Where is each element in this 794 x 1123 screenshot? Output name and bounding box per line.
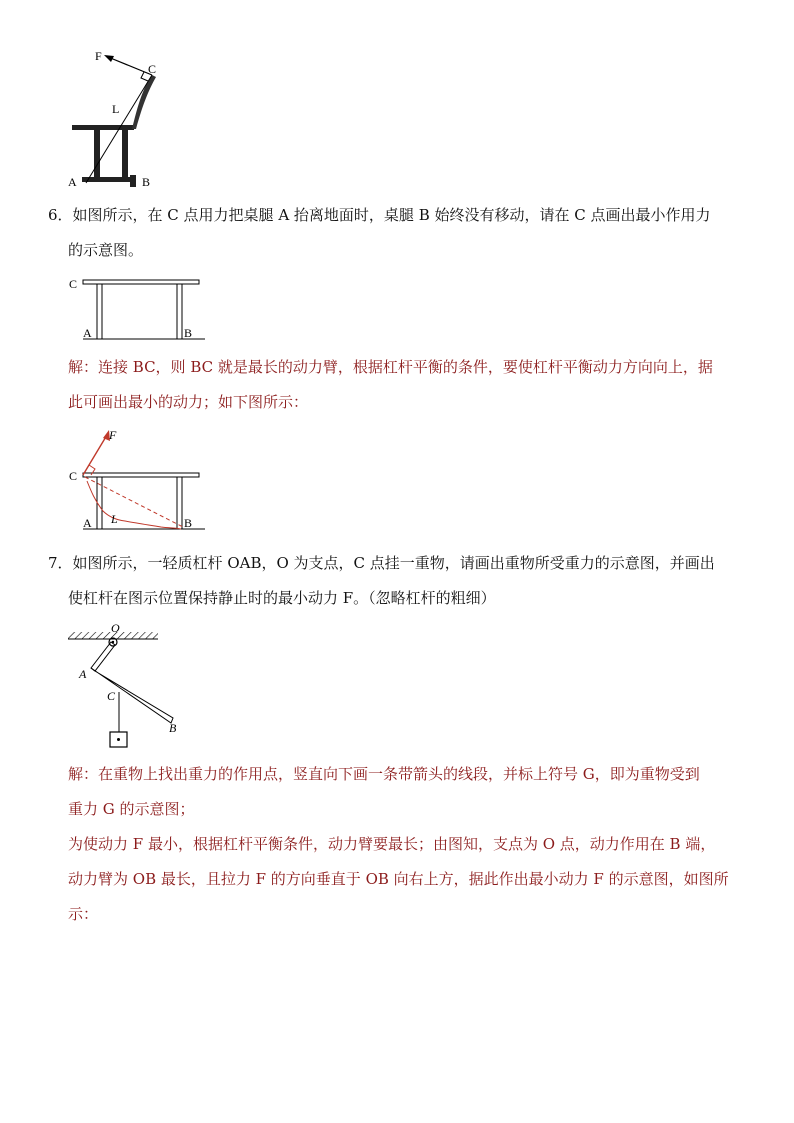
label-F: F <box>95 49 102 63</box>
q6-text-line-1: 6．如图所示，在 C 点用力把桌腿 A 抬离地面时，桌腿 B 始终没有移动，请在 C 点画出最小作用力 <box>48 206 711 224</box>
label-C: C <box>69 469 78 483</box>
label-C: C <box>69 277 78 291</box>
q7-answer-line-1: 解：在重物上找出重力的作用点，竖直向下画一条带箭头的线段，并标上符号 G，即为重物受到 <box>68 765 700 783</box>
label-B: B <box>184 326 193 340</box>
label-A: A <box>83 326 92 340</box>
q7-text-line-1: 7．如图所示，一轻质杠杆 OAB，O 为支点，C 点挂一重物，请画出重物所受重力的示意图，并画出 <box>48 554 715 572</box>
label-C: C <box>107 689 116 703</box>
label-L: L <box>111 512 118 526</box>
label-C: C <box>148 62 157 76</box>
q7-text-line-2: 使杠杆在图示位置保持静止时的最小动力 F。（忽略杠杆的粗细） <box>68 589 496 607</box>
label-B: B <box>142 175 151 189</box>
label-B: B <box>184 516 193 530</box>
q6-text-line-2: 的示意图。 <box>68 241 144 259</box>
lever-oab-figure <box>65 620 175 750</box>
q7-answer-line-5: 示： <box>68 905 99 923</box>
chair-lever-figure <box>60 45 170 190</box>
q6-answer-line-1: 解：连接 BC，则 BC 就是最长的动力臂，根据杠杆平衡的条件，要使杠杆平衡动力方向向上，据 <box>68 358 713 376</box>
label-B: B <box>169 721 177 735</box>
q6-answer-line-2: 此可画出最小的动力；如下图所示： <box>68 393 309 411</box>
label-F: F <box>109 428 117 442</box>
label-A: A <box>79 667 87 681</box>
label-A: A <box>83 516 92 530</box>
label-O: O <box>111 621 120 635</box>
q7-answer-line-2: 重力 G 的示意图； <box>68 800 195 818</box>
label-A: A <box>68 175 77 189</box>
table-figure <box>65 275 210 345</box>
q7-answer-line-4: 动力臂为 OB 最长，且拉力 F 的方向垂直于 OB 向右上方，据此作出最小动力 F 的示意图，如图所 <box>68 870 729 888</box>
q7-answer-line-3: 为使动力 F 最小，根据杠杆平衡条件，动力臂要最长；由图知，支点为 O 点，动力作用在 B 端， <box>68 835 716 853</box>
table-answer-figure <box>65 425 215 535</box>
label-L: L <box>112 102 120 116</box>
